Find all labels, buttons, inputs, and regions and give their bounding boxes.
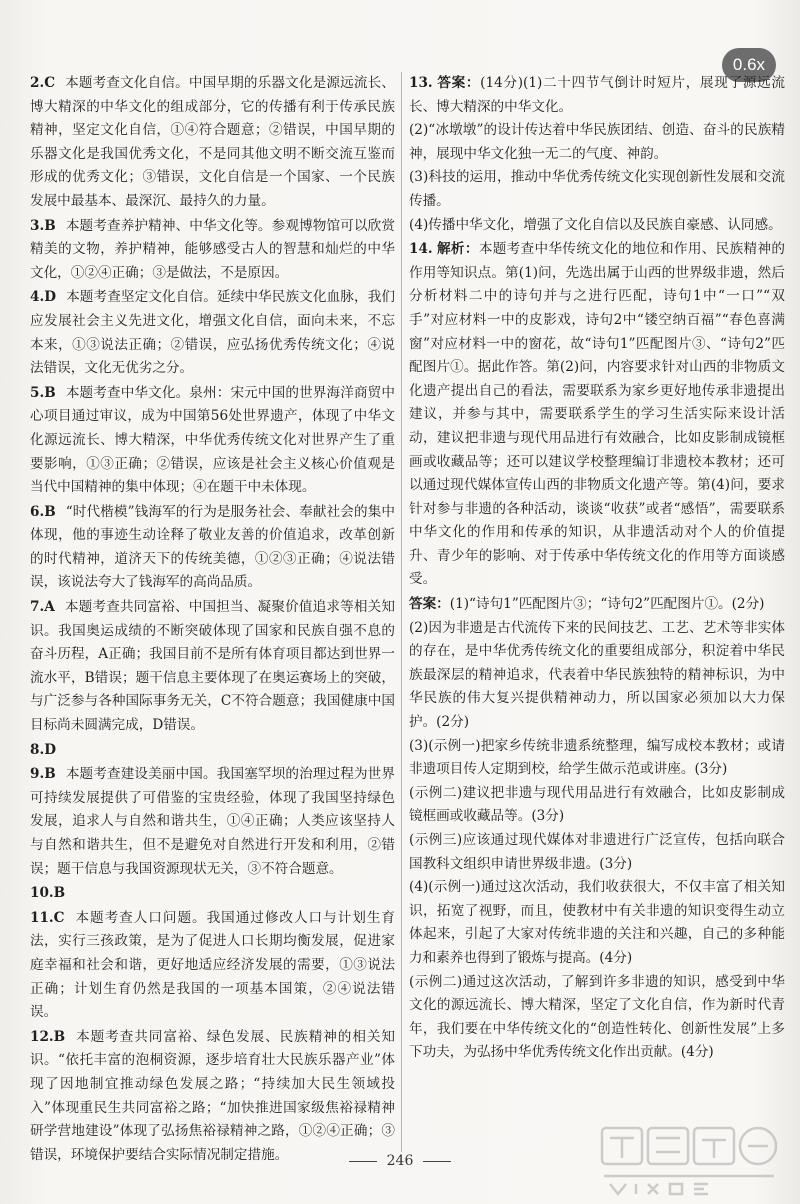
watermark-logo-icon <box>596 1122 786 1198</box>
answer-line <box>409 829 785 876</box>
answer-block <box>409 72 785 237</box>
answer-block <box>409 593 785 1065</box>
answer-tag: 答案： <box>436 75 481 91</box>
answer-item <box>30 763 395 881</box>
answer-number: 10.B <box>30 885 66 902</box>
answer-number: 9.B <box>30 766 56 783</box>
answer-text: 本题考查人口问题。我国通过修改人口与计划生育法，实行三孩政策，是为了促进人口长期均衡发展，促进家庭幸福和社会和谐，更好地适应经济发展的需要，①③说法正确；计划生育仍然是我国的一项基本国策，②④说法错误。 <box>30 909 395 1021</box>
footer-dash-left <box>349 1161 377 1162</box>
answer-text: 本题考查建设美丽中国。我国塞罕坝的治理过程为世界可持续发展提供了可借鉴的宝贵经验，体现了我国坚持绿色发展，追求人与自然和谐共生，①④正确；人类应该坚持人与自然和谐共生，但不是避免对自然进行开发和利用，②错误；题干信息与我国资源现状无关，③不符合题意。 <box>30 766 395 877</box>
answer-text: 本题考查养护精神、中华文化等。参观博物馆可以欣赏精美的文物，养护精神，能够感受古人的智慧和灿烂的中华文化，①②④正确；③是做法，不是原因。 <box>30 217 395 281</box>
right-column <box>409 72 785 1066</box>
answer-line <box>409 971 785 1065</box>
answer-text: (2)因为非遗是古代流传下来的民间技艺、工艺、艺术等非实体的存在，是中华优秀传统文化的重要组成部分，积淀着中华民族最深层的精神追求，代表着中华民族独特的精神标识，为中华民族的伟大复兴提供精神动力，所以国家必须加以大力保护。(2分) <box>409 619 785 731</box>
answer-number: 4.D <box>30 289 56 306</box>
playback-speed-badge[interactable]: 0.6x <box>722 48 776 82</box>
answer-line <box>409 593 785 617</box>
answer-number: 7.A <box>30 599 55 616</box>
answer-line <box>409 119 785 166</box>
answer-item <box>30 882 395 906</box>
answer-text: (4)传播中华文化，增强了文化自信以及民族自豪感、认同感。 <box>409 216 782 233</box>
answer-text: 本题考查中华文化。泉州：宋元中国的世界海洋商贸中心项目通过审议，成为中国第56处世界遗产，体现了中华文化源远流长、博大精深，中华优秀传统文化对世界产生了重要影响，①③正确；②错误，应该是社会主义核心价值观是当代中国精神的集中体现；④在题干中未体现。 <box>30 384 395 496</box>
answer-number: 3.B <box>30 217 56 234</box>
answer-line <box>409 166 785 213</box>
answer-line <box>409 238 785 592</box>
answer-text: (示例二)建议把非遗与现代用品进行有效融合，比如皮影制成镜框画或收藏品等。(3分) <box>409 784 785 825</box>
answer-line <box>409 782 785 829</box>
answer-text: 本题考查文化自信。中国早期的乐器文化是源远流长、博大精深的中华文化的组成部分，它的传播有利于传承民族精神，坚定文化自信，①④符合题意；②错误，中国早期的乐器文化是我国优秀文化，不是同其他文明不断交流互鉴而形成的优秀文化；③错误，文化自信是一个国家、一个民族发展中最基本、最深沉、最持久的力量。 <box>30 75 395 209</box>
answer-line <box>409 617 785 735</box>
answer-text: (4)(示例一)通过这次活动，我们收获很大，不仅丰富了相关知识，拓宽了视野，而且，使教材中有关非遗的知识变得生动立体起来，引起了大家对传统非遗的关注和兴趣，自己的多种能力和素养也得到了锻炼与提高。(4分) <box>409 879 785 966</box>
answer-number: 11.C <box>30 909 65 926</box>
answer-text: “时代楷模”钱海军的行为是服务社会、奉献社会的集中体现，他的事迹生动诠释了敬业友善的价值追求，改革创新的时代精神，道济天下的传统美德，①②③正确；④说法错误，该说法夸大了钱海军的高尚品质。 <box>30 503 395 591</box>
answer-text: (3)科技的运用，推动中华优秀传统文化实现创新性发展和交流传播。 <box>409 169 785 209</box>
answer-line <box>409 72 785 119</box>
answer-item <box>30 215 395 286</box>
answer-text: (3)(示例一)把家乡传统非遗系统整理，编写成校本教材；或请非遗项目传人定期到校，给学生做示范或讲座。(3分) <box>409 737 785 778</box>
answer-number: 2.C <box>30 75 56 91</box>
page-number: 246 <box>386 1153 414 1169</box>
answer-item <box>30 501 395 595</box>
answer-line <box>409 876 785 970</box>
answer-number: 6.B <box>30 503 56 520</box>
answer-item <box>30 72 395 214</box>
answer-line <box>409 735 785 782</box>
left-column <box>30 72 395 1168</box>
answer-text: 本题考查中华传统文化的地位和作用、民族精神的作用等知识点。第(1)问，先选出属于山西的世界级非遗，然后分析材料二中的诗句并与之进行匹配，诗句1中“一口”“双手”对应材料一中的皮影戏，诗句2中“镂空纳百福”“春色喜满窗”对应材料一中的窗花，故“诗句1”匹配图片③、“诗句2”匹配图片①。据此作答。第(2)问，内容要求针对山西的非物质文化遗产提出自己的看法，需要联系为家乡更好地传承非遗提出建议，并参与其中，需要联系学生的学习生活实际来设计活动，建议把非遗与现代用品进行有效融合，比如皮影制成镜框画或收藏品等；还可以建议学校整理编订非遗校本教材；还可以通过现代媒体宣传山西的非物质文化遗产等。第(4)问，要求针对参与非遗的各种活动，谈谈“收获”或者“感悟”，需要联系中华文化的作用和传承的知识，从非遗活动对个人的价值提升、青少年的影响、对于传承中华传统文化的作用等方面谈感受。 <box>409 241 786 588</box>
answer-tag: 答案： <box>409 596 450 613</box>
answer-text: (示例三)应该通过现代媒体对非遗进行广泛宣传，包括向联合国教科文组织申请世界级非遗。(3分) <box>409 832 785 872</box>
answer-text: (示例二)通过这次活动，了解到许多非遗的知识，感受到中华文化的源远流长、博大精深，坚定了文化自信，作为新时代青年，我们要在中华传统文化的“创造性转化、创新性发展”上多下功夫，为弘扬中华优秀传统文化作出贡献。(4分) <box>409 973 785 1061</box>
answer-item <box>30 596 395 738</box>
answer-item <box>30 907 395 1025</box>
answer-item <box>30 382 395 500</box>
answer-item <box>30 739 395 763</box>
answer-text: 本题考查共同富裕、中国担当、凝聚价值追求等相关知识。我国奥运成绩的不断突破体现了国家和民族自强不息的奋斗历程，A正确；我国目前不是所有体育项目都达到世界一流水平，B错误；题干信息主要体现了在奥运赛场上的突破，与广泛参与各种国际事务无关，C不符合题意；我国健康中国目标尚未圆满完成，D错误。 <box>30 599 395 734</box>
answer-number: 14. <box>409 241 433 258</box>
answer-tag: 解析： <box>436 241 479 258</box>
answer-text: 本题考查坚定文化自信。延续中华民族文化血脉，我们应发展社会主义先进文化，增强文化自信，面向未来，不忘本来，①③说法正确；②错误，应弘扬优秀传统文化；④说法错误，文化无优劣之分。 <box>30 289 395 377</box>
answer-text: (14分)(1)二十四节气倒计时短片，展现了源远流长、博大精深的中华文化。 <box>409 75 785 115</box>
column-divider <box>401 72 402 1152</box>
answer-item <box>30 286 395 380</box>
answer-number: 8.D <box>30 741 56 758</box>
answer-text: (2)“冰墩墩”的设计传达着中华民族团结、创造、奋斗的民族精神，展现中华文化独一无二的气度、神韵。 <box>409 122 785 162</box>
answer-line <box>409 214 785 238</box>
answer-block <box>409 238 785 592</box>
answer-number: 12.B <box>30 1028 66 1045</box>
answer-number: 5.B <box>30 384 56 401</box>
answer-item <box>30 1026 395 1168</box>
footer-dash-right <box>423 1161 451 1162</box>
answer-text: 本题考查共同富裕、绿色发展、民族精神的相关知识。“依托丰富的泡桐资源，逐步培育壮大民族乐器产业”体现了因地制宜推动绿色发展之路；“持续加大民生领域投入”体现重民生共同富裕之路；“加快推进国家级焦裕禄精神研学营地建设”体现了弘扬焦裕禄精神之路，①②④正确；③错误，环境保护要结合实际情况制定措施。 <box>30 1028 395 1163</box>
answer-number: 13. <box>409 75 433 91</box>
answer-text: (1)“诗句1”匹配图片③；“诗句2”匹配图片①。(2分) <box>449 596 765 613</box>
